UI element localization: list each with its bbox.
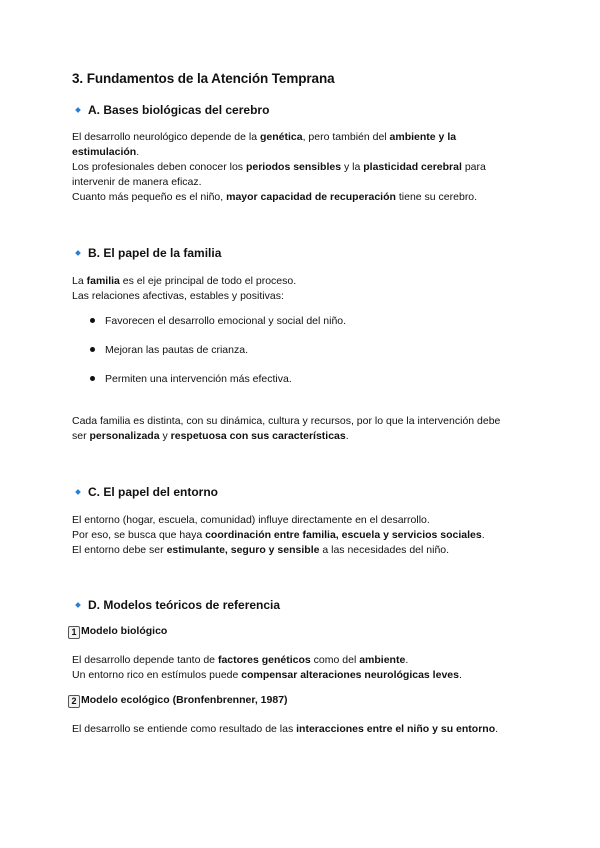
- bullet-dot-icon: [90, 318, 95, 323]
- number-1-icon: 1: [68, 626, 80, 639]
- list-item: Permiten una intervención más efectiva.: [90, 373, 292, 385]
- bullet-diamond-icon: [75, 489, 81, 495]
- section-c-heading: C. El papel del entorno: [76, 485, 218, 499]
- section-c-line-1: El entorno (hogar, escuela, comunidad) influye directamente en el desarrollo.: [72, 514, 430, 526]
- page-title: 3. Fundamentos de la Atención Temprana: [72, 71, 335, 86]
- bullet-dot-icon: [90, 347, 95, 352]
- section-c-line-3: El entorno debe ser estimulante, seguro y sensible a las necesidades del niño.: [72, 544, 450, 556]
- section-b-line-4: ser personalizada y respetuosa con sus características.: [72, 430, 349, 442]
- bullet-diamond-icon: [75, 602, 81, 608]
- section-b-line-2: Las relaciones afectivas, estables y positivas:: [72, 290, 284, 302]
- section-a-heading: A. Bases biológicas del cerebro: [76, 103, 269, 117]
- model-1-heading: 1 Modelo biológico: [68, 625, 167, 639]
- bullet-dot-icon: [90, 376, 95, 381]
- number-2-icon: 2: [68, 695, 80, 708]
- section-a-line-5: Cuanto más pequeño es el niño, mayor capacidad de recuperación tiene su cerebro.: [72, 191, 478, 203]
- model-2-line-1: El desarrollo se entiende como resultado de las interacciones entre el niño y su entorno.: [72, 723, 499, 735]
- section-b-line-1: La familia es el eje principal de todo el proceso.: [72, 275, 297, 287]
- section-b-line-3: Cada familia es distinta, con su dinámica, cultura y recursos, por lo que la intervención debe: [72, 415, 501, 427]
- section-b-heading: B. El papel de la familia: [76, 246, 221, 260]
- model-2-heading: 2 Modelo ecológico (Bronfenbrenner, 1987): [68, 694, 288, 708]
- bullet-diamond-icon: [75, 250, 81, 256]
- section-a-line-3: Los profesionales deben conocer los periodos sensibles y la plasticidad cerebral para: [72, 161, 486, 173]
- section-a-line-2: estimulación.: [72, 146, 140, 158]
- list-item: Favorecen el desarrollo emocional y social del niño.: [90, 315, 346, 327]
- section-c-line-2: Por eso, se busca que haya coordinación entre familia, escuela y servicios sociales.: [72, 529, 485, 541]
- list-item: Mejoran las pautas de crianza.: [90, 344, 248, 356]
- model-1-line-2: Un entorno rico en estímulos puede compensar alteraciones neurológicas leves.: [72, 669, 462, 681]
- model-1-line-1: El desarrollo depende tanto de factores genéticos como del ambiente.: [72, 654, 409, 666]
- section-d-heading: D. Modelos teóricos de referencia: [76, 598, 280, 612]
- section-a-line-1: El desarrollo neurológico depende de la genética, pero también del ambiente y la: [72, 131, 457, 143]
- section-a-line-4: intervenir de manera eficaz.: [72, 176, 202, 188]
- bullet-diamond-icon: [75, 107, 81, 113]
